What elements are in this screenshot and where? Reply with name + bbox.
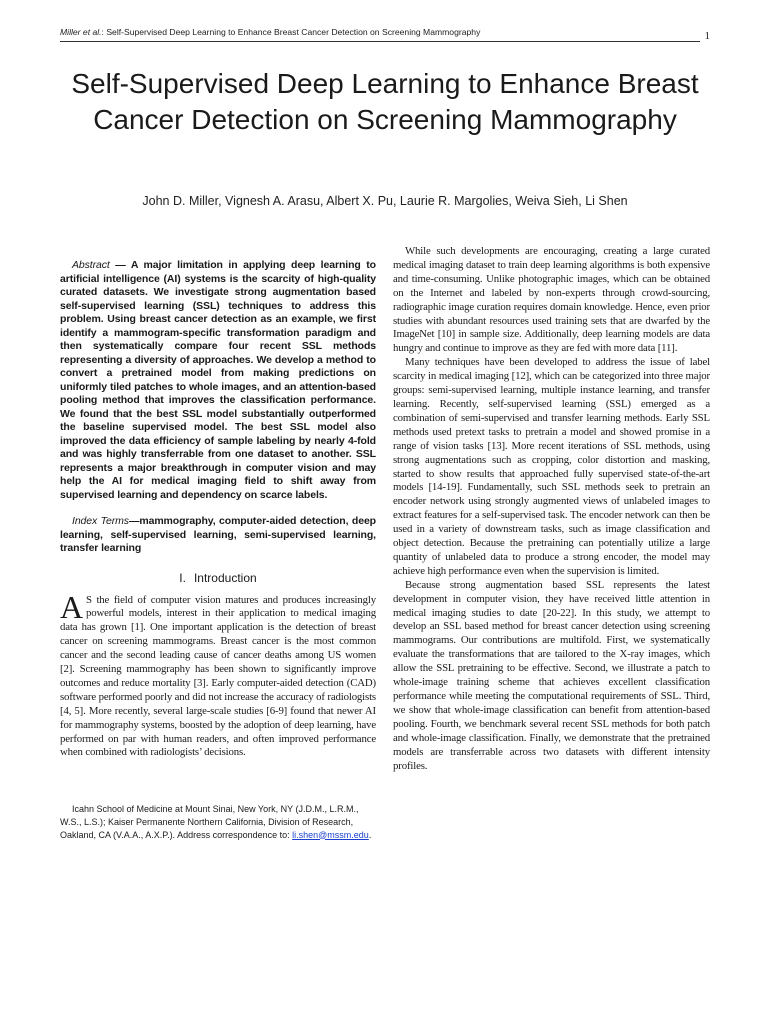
body-paragraph-1: While such developments are encouraging, creating a large curated medical imaging dataset to train deep learning algorithms is both expensive and time-consuming. Unlike photographic images, which can be obtained on the Internet and labeled by non-experts through crowd-sourcing, radiographic image curation requires domain knowledge. Hence, even prior studies with abundant resources used training sets that are dwarfed by the ImageNet [10] in sample size. Additionally, deep learning models are data hungry and continue to improve as they are fed with more data [11]. <box>393 245 710 355</box>
running-head-title: : Self-Supervised Deep Learning to Enhance Breast Cancer Detection on Screening Mammography <box>101 27 481 37</box>
section-title: Introduction <box>193 570 257 585</box>
index-terms-dash: — <box>128 515 140 527</box>
affiliation-footnote <box>60 803 376 841</box>
intro-paragraph <box>60 588 376 761</box>
running-head-authors: Miller et al. <box>60 27 102 37</box>
author-list: John D. Miller, Vignesh A. Arasu, Albert X. Pu, Laurie R. Margolies, Weiva Sieh, Li Shen <box>142 194 628 208</box>
footnote-text: Icahn School of Medicine at Mount Sinai, New York, NY (J.D.M., L.R.M., W.S., L.S.); Kaiser Permanente Northern California, Division of Research, Oakland, CA (V.A.A., A.X.P.). Address correspondence to: <box>60 804 359 840</box>
index-terms <box>60 515 376 556</box>
body-paragraph-2: Many techniques have been developed to address the issue of label scarcity in medical imaging [12], which can be categorized into three major groups: semi-supervised learning, multiple instance learning, and transfer learning. Recently, self-supervised learning (SSL) emerged as a combination of semi-supervised and transfer learning methods. Early SSL methods used pretext tasks to pretrain a model and showed promise in a range of vision tasks [13]. More recent iterations of SSL methods, using strong augmentations such as cropping, color distortion and masking, started to show results that approached fully supervised state-of-the-art models [14-19]. Fundamentally, such SSL methods seek to pretrain an encoder network using strongly augmented views of unlabeled images to extract features for a self-supervised task. The encoder network can then be used in a variety of downstream tasks, such as image classification and object detection. Because the pretraining can potentially utilize a large quantity of unlabeled data to produce a strong encoder, the model may achieve high performance even when the supervision is limited. <box>393 356 710 577</box>
intro-lead-letter: S <box>85 593 92 606</box>
page-number: 1 <box>704 30 710 42</box>
drop-cap: A <box>60 588 83 625</box>
footnote-end: . <box>368 829 372 840</box>
running-head-text <box>60 27 480 37</box>
email-link[interactable]: li.shen@mssm.edu <box>292 829 369 840</box>
section-heading-introduction <box>60 571 376 585</box>
abstract-text: A major limitation in applying deep learning to artificial intelligence (AI) systems is the scarcity of high-quality curated datasets. We investigate strong augmentation based self-supervised learning (SSL) techniques to address this problem. Using breast cancer detection as an example, we first identify a mammogram-specific transformation paradigm and then systematically compare four recent SSL methods representing a diversity of approaches. We develop a method to convert a pretrained model from making predictions on uniformly tiled patches to whole images, and an attention-based pooling method that improves the classification performance. We found that the best SSL model substantially outperformed the baseline supervised model. The best SSL model also improved the data efficiency of sample labeling by nearly 4-fold and was highly transferrable from one dataset to another. SSL represents a major breakthrough in computer vision and may help the AI for medical imaging field to shift away from supervised learning and dependency on scarce labels. <box>60 259 376 501</box>
left-column <box>60 259 376 841</box>
right-column <box>393 245 710 773</box>
section-number: I. <box>179 570 186 585</box>
abstract-dash: — <box>109 259 131 271</box>
header-rule <box>60 41 700 42</box>
paper-title: Self-Supervised Deep Learning to Enhance Breast Cancer Detection on Screening Mammography <box>71 68 699 135</box>
body-paragraph-3: Because strong augmentation based SSL represents the latest development in computer vision, they have received little attention in medical imaging studies to date [20-22]. In this study, we attempt to develop an SSL based method for breast cancer detection using screening mammograms. Our contributions are multifold. First, we systematically evaluate the transformations that are tailored to the X-ray images, which allow the SSL pretraining to be effective. Second, we illustrate a patch to whole-image training scheme that achieves excellent classification performance while meeting the computational requirements of SSL. Third, we show that whole-image classification can benefit from attention-based pooling. Fourth, we benchmark several recent SSL methods for both patch and whole-image classification. Finally, we demonstrate that the pretrained models are transferrable across two datasets with different intensity profiles. <box>393 578 710 772</box>
index-terms-label: Index Terms <box>72 515 129 527</box>
abstract <box>60 259 376 502</box>
index-terms-text: mammography, computer-aided detection, deep learning, self-supervised learning, semi-supervised learning, transfer learning <box>60 515 376 554</box>
intro-text: the field of computer vision matures and produces increasingly powerful models, interest in their application to medical imaging data has grown [1]. One important application is the detection of breast cancer on screening mammograms. Breast cancer is the most common cancer and the second leading cause of cancer deaths among US women [2]. Screening mammography has been shown to significantly improve outcomes and reduce mortality [3]. Early computer-aided detection (CAD) software performed poorly and did not increase the accuracy of radiologists [4, 5]. More recently, several large-scale studies [6-9] found that newer AI for mammography systems, boosted by the adoption of deep learning, have performed on par with human readers, and often improved performance when combined with radiologists’ decisions. <box>60 593 376 759</box>
abstract-label: Abstract <box>72 259 110 271</box>
